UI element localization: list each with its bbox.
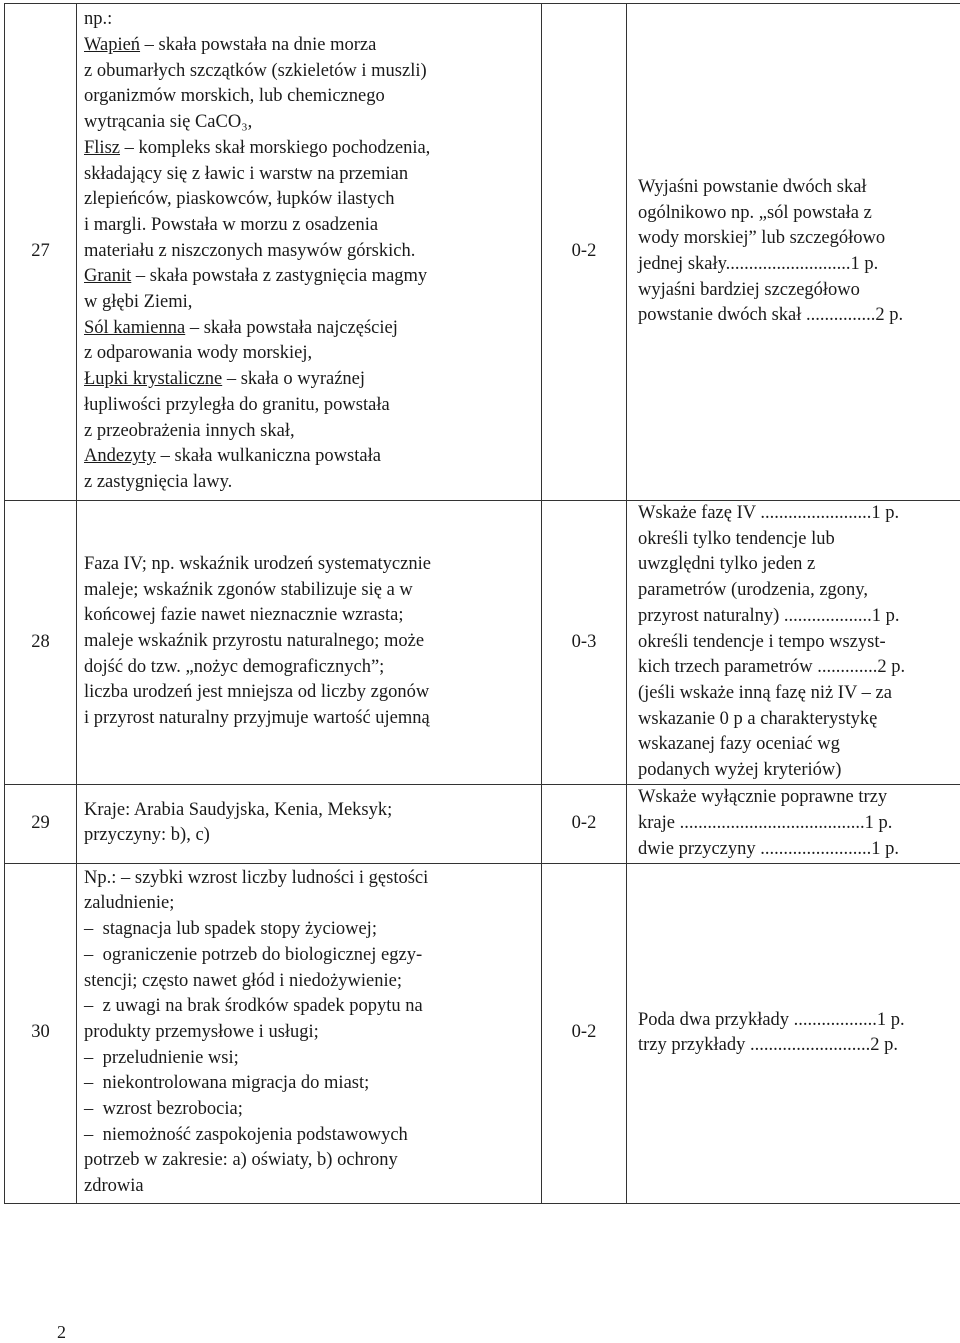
text-line — [84, 1071, 541, 1097]
criteria-line: jednej skały...........................1 p. — [638, 254, 879, 274]
term-definition: – kompleks skał morskiego pochodzenia, — [119, 137, 431, 158]
term-underlined: Flisz — [84, 137, 120, 158]
scoring-criteria — [627, 784, 960, 863]
points-range: 0-2 — [542, 863, 627, 1203]
text-line: zaludnienie; — [84, 893, 175, 914]
criteria-line: Poda dwa przykłady ..................1 p. — [638, 1009, 905, 1030]
text-line: i przyrost naturalny przyjmuje wartość ujemną — [84, 708, 430, 729]
text-line: maleje; wskaźnik zgonów stabilizuje się a w — [84, 579, 413, 600]
criteria-line: trzy przykłady ..........................2 p. — [638, 1035, 898, 1056]
criteria-line: powstanie dwóch skał ...............2 p. — [638, 305, 904, 326]
criteria-line: wskazanie 0 p a charakterystykę — [638, 708, 878, 729]
text-line — [84, 444, 541, 470]
text-line: zlepieńców, piaskowców, łupków ilastych — [84, 189, 395, 210]
text-line: wytrącania się CaCO₃, — [84, 112, 253, 133]
term-definition: – skała powstała na dnie morza — [140, 35, 377, 56]
bullet-dash: – — [84, 1073, 94, 1094]
points-range: 0-2 — [542, 784, 627, 863]
criteria-line: ogólnikowo np. „sól powstała z — [638, 202, 872, 223]
bullet-text: wzrost bezrobocia; — [98, 1099, 243, 1120]
bullet-dash: – — [84, 919, 94, 940]
text-line: zdrowia — [84, 1176, 144, 1197]
points-range: 0-2 — [542, 4, 627, 501]
scoring-criteria — [627, 863, 960, 1203]
text-line — [84, 264, 541, 290]
criteria-line: uwzględni tylko jeden z — [638, 554, 816, 575]
text-line: w głębi Ziemi, — [84, 292, 193, 313]
bullet-dash: – — [84, 1124, 94, 1145]
criteria-line: kraje ........................................1 p. — [638, 812, 893, 833]
table-row — [5, 4, 960, 501]
criteria-line: podanych wyżej kryteriów) — [638, 760, 842, 781]
criteria-line: Wskaże fazę IV ........................1 p. — [638, 503, 900, 523]
bullet-text: stagnacja lub spadek stopy życiowej; — [98, 919, 377, 940]
table-row — [5, 863, 960, 1203]
criteria-line: kich trzech parametrów .............2 p. — [638, 657, 906, 678]
text-line: maleje wskaźnik przyrostu naturalnego; może — [84, 631, 425, 652]
criteria-line: dwie przyczyny ........................1 p. — [638, 838, 900, 859]
text-line: produkty przemysłowe i usługi; — [84, 1021, 319, 1042]
criteria-line: wskazanej fazy oceniać wg — [638, 734, 840, 755]
text-line — [84, 367, 541, 393]
bullet-text: niekontrolowana migracja do miast; — [98, 1073, 370, 1094]
term-definition: – skała powstała najczęściej — [185, 317, 398, 338]
text-line: Faza IV; np. wskaźnik urodzeń systematycznie — [84, 553, 431, 574]
text-line — [84, 33, 541, 59]
task-number: 28 — [5, 501, 77, 785]
scoring-criteria — [627, 501, 960, 785]
bullet-text: ograniczenie potrzeb do biologicznej egzy- — [98, 944, 423, 965]
answer-key-table — [4, 3, 960, 1204]
text-line: np.: — [84, 9, 113, 30]
term-underlined: Łupki krystaliczne — [84, 369, 223, 390]
text-line: organizmów morskich, lub chemicznego — [84, 86, 385, 107]
scoring-criteria — [627, 4, 960, 501]
bullet-dash: – — [84, 1047, 94, 1068]
text-line: łupliwości przyległa do granitu, powstała — [84, 394, 390, 415]
text-line — [84, 1046, 541, 1072]
text-line: i margli. Powstała w morzu z osadzenia — [84, 214, 379, 235]
criteria-line: określi tylko tendencje lub — [638, 528, 835, 549]
text-line: końcowej fazie nawet nieznacznie wzrasta; — [84, 605, 404, 626]
term-underlined: Andezyty — [84, 446, 156, 467]
criteria-line: wody morskiej” lub szczegółowo — [638, 228, 886, 249]
text-line — [84, 994, 541, 1020]
term-definition: – skała powstała z zastygnięcia magmy — [131, 266, 428, 287]
criteria-line: przyrost naturalny) ...................1 p. — [638, 605, 900, 626]
text-line — [84, 1097, 541, 1123]
answer-content — [77, 863, 542, 1203]
text-line — [84, 1123, 541, 1149]
criteria-line: (jeśli wskaże inną fazę niż IV – za — [638, 682, 892, 703]
points-range: 0-3 — [542, 501, 627, 785]
text-line: liczba urodzeń jest mniejsza od liczby zgonów — [84, 682, 430, 703]
bullet-dash: – — [84, 996, 94, 1017]
task-number: 29 — [5, 784, 77, 863]
term-underlined: Wapień — [84, 35, 141, 56]
text-line: materiału z niszczonych masywów górskich. — [84, 240, 416, 261]
table-row — [5, 784, 960, 863]
criteria-line: parametrów (urodzenia, zgony, — [638, 580, 868, 601]
text-line: Np.: – szybki wzrost liczby ludności i gęstości — [84, 867, 429, 888]
bullet-dash: – — [84, 944, 94, 965]
text-line — [84, 917, 541, 943]
task-number: 27 — [5, 4, 77, 501]
text-line: z przeobrażenia innych skał, — [84, 420, 295, 441]
answer-content — [77, 784, 542, 863]
page-number: 2 — [57, 1322, 66, 1342]
bullet-text: niemożność zaspokojenia podstawowych — [98, 1124, 408, 1145]
text-line — [84, 316, 541, 342]
table-row — [5, 501, 960, 785]
text-line: Kraje: Arabia Saudyjska, Kenia, Meksyk; — [84, 799, 393, 820]
bullet-text: przeludnienie wsi; — [98, 1047, 239, 1068]
task-number: 30 — [5, 863, 77, 1203]
text-line: z obumarłych szczątków (szkieletów i muszli) — [84, 60, 427, 81]
answer-content — [77, 501, 542, 785]
text-line: dojść do tzw. „nożyc demograficznych”; — [84, 656, 385, 677]
term-underlined: Sól kamienna — [84, 317, 186, 338]
text-line: z zastygnięcia lawy. — [84, 471, 233, 492]
term-underlined: Granit — [84, 266, 132, 287]
criteria-line: Wskaże wyłącznie poprawne trzy — [638, 787, 888, 808]
criteria-line: Wyjaśni powstanie dwóch skał — [638, 176, 867, 197]
text-line — [84, 136, 541, 162]
text-line: potrzeb w zakresie: a) oświaty, b) ochrony — [84, 1150, 398, 1171]
text-line — [84, 943, 541, 969]
text-line: składający się z ławic i warstw na przemian — [84, 163, 409, 184]
answer-content — [77, 4, 542, 501]
text-line: z odparowania wody morskiej, — [84, 343, 313, 364]
text-line: przyczyny: b), c) — [84, 825, 210, 846]
criteria-line: wyjaśni bardziej szczegółowo — [638, 279, 860, 300]
bullet-dash: – — [84, 1099, 94, 1120]
criteria-line: określi tendencje i tempo wszyst- — [638, 631, 886, 652]
term-definition: – skała o wyraźnej — [222, 369, 366, 390]
term-definition: – skała wulkaniczna powstała — [155, 446, 381, 467]
text-line: stencji; często nawet głód i niedożywienie; — [84, 970, 402, 991]
bullet-text: z uwagi na brak środków spadek popytu na — [98, 996, 423, 1017]
